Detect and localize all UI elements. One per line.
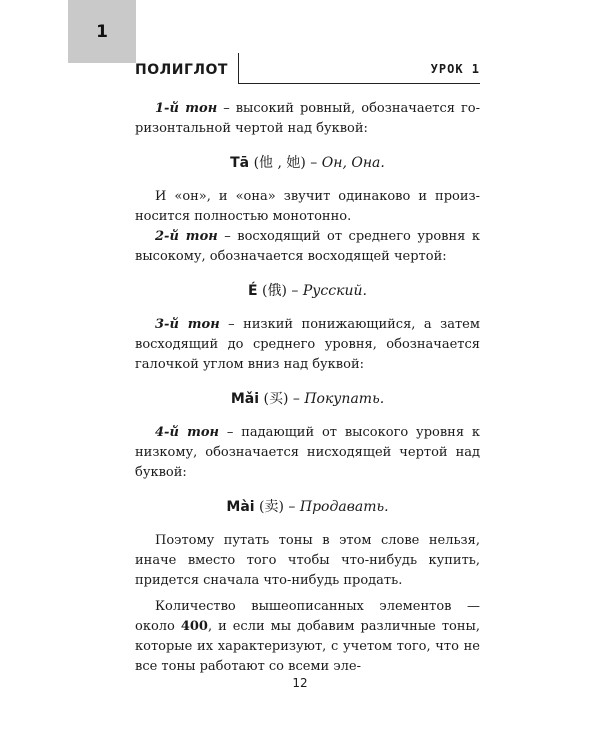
tone-4-paragraph xyxy=(135,423,480,483)
tone-4-description: – падающий от высокого уровня к низкому, обозначается нисходящей чертой над буквой: xyxy=(135,425,481,480)
tone-2-pinyin: É xyxy=(248,283,258,299)
tone-1-example xyxy=(135,153,480,173)
tone-1-pinyin: Tā xyxy=(230,155,250,171)
tone-2-name: 2-й тон xyxy=(155,229,218,244)
tone-2-example xyxy=(135,281,480,301)
header-divider-vertical xyxy=(238,53,239,83)
tone-2-paragraph xyxy=(135,227,480,267)
tone-3-pinyin: Mǎi xyxy=(230,391,260,407)
paragraph-confuse: Поэтому путать тоны в этом слове нельзя, иначе вместо того чтобы что-нибудь купить, придется сначала что-нибудь продать. xyxy=(135,533,480,588)
paragraph-count-number: 400 xyxy=(180,619,208,634)
chapter-number: 1 xyxy=(96,21,108,42)
tone-1-description: – высокий ровный, обозначается горизонтальной чертой над буквой: xyxy=(135,101,480,136)
paragraph-count-after: , и если мы добавим различные тоны, которые их характеризуют, с учетом того, что не все тоны работают со всеми эле- xyxy=(135,619,481,674)
tone-1-note: И «он», и «она» звучит одинаково и произносится полностью монотонно. xyxy=(135,189,480,224)
tone-1-chars: (他 , 她) – xyxy=(249,155,322,171)
brand-title: ПОЛИГЛОТ xyxy=(135,62,228,78)
tone-3-description: – низкий понижающийся, а затем восходящий до среднего уровня, обозначается галочкой углом вниз над буквой: xyxy=(135,317,480,372)
tone-1-meaning: Он, Она. xyxy=(321,155,385,171)
paragraph-count xyxy=(135,597,480,677)
tone-3-example xyxy=(135,389,480,409)
tone-1-paragraph xyxy=(135,99,480,139)
tone-2-chars: (俄) – xyxy=(257,283,303,299)
tone-4-pinyin: Mài xyxy=(226,499,255,515)
tone-3-meaning: Покупать. xyxy=(304,391,385,407)
tone-2-meaning: Русский. xyxy=(302,283,367,299)
tone-4-name: 4-й тон xyxy=(155,425,220,440)
tone-1-name: 1-й тон xyxy=(155,101,218,116)
tone-3-paragraph xyxy=(135,315,480,375)
header-divider-horizontal xyxy=(238,83,480,84)
tone-3-name: 3-й тон xyxy=(155,317,220,332)
page-body xyxy=(135,99,480,677)
tone-3-chars: (买) – xyxy=(259,391,305,407)
tone-4-example xyxy=(135,497,480,517)
tone-4-chars: (卖) – xyxy=(254,499,300,515)
page-number: 12 xyxy=(292,676,308,690)
chapter-tab xyxy=(68,0,136,63)
paragraph-count-before: Количество вышеописанных элементов — около xyxy=(135,599,480,634)
lesson-label: УРОК 1 xyxy=(430,62,480,76)
tone-2-description: – восходящий от среднего уровня к высокому, обозначается восходящей чертой: xyxy=(135,229,480,264)
tone-4-meaning: Продавать. xyxy=(299,499,389,515)
